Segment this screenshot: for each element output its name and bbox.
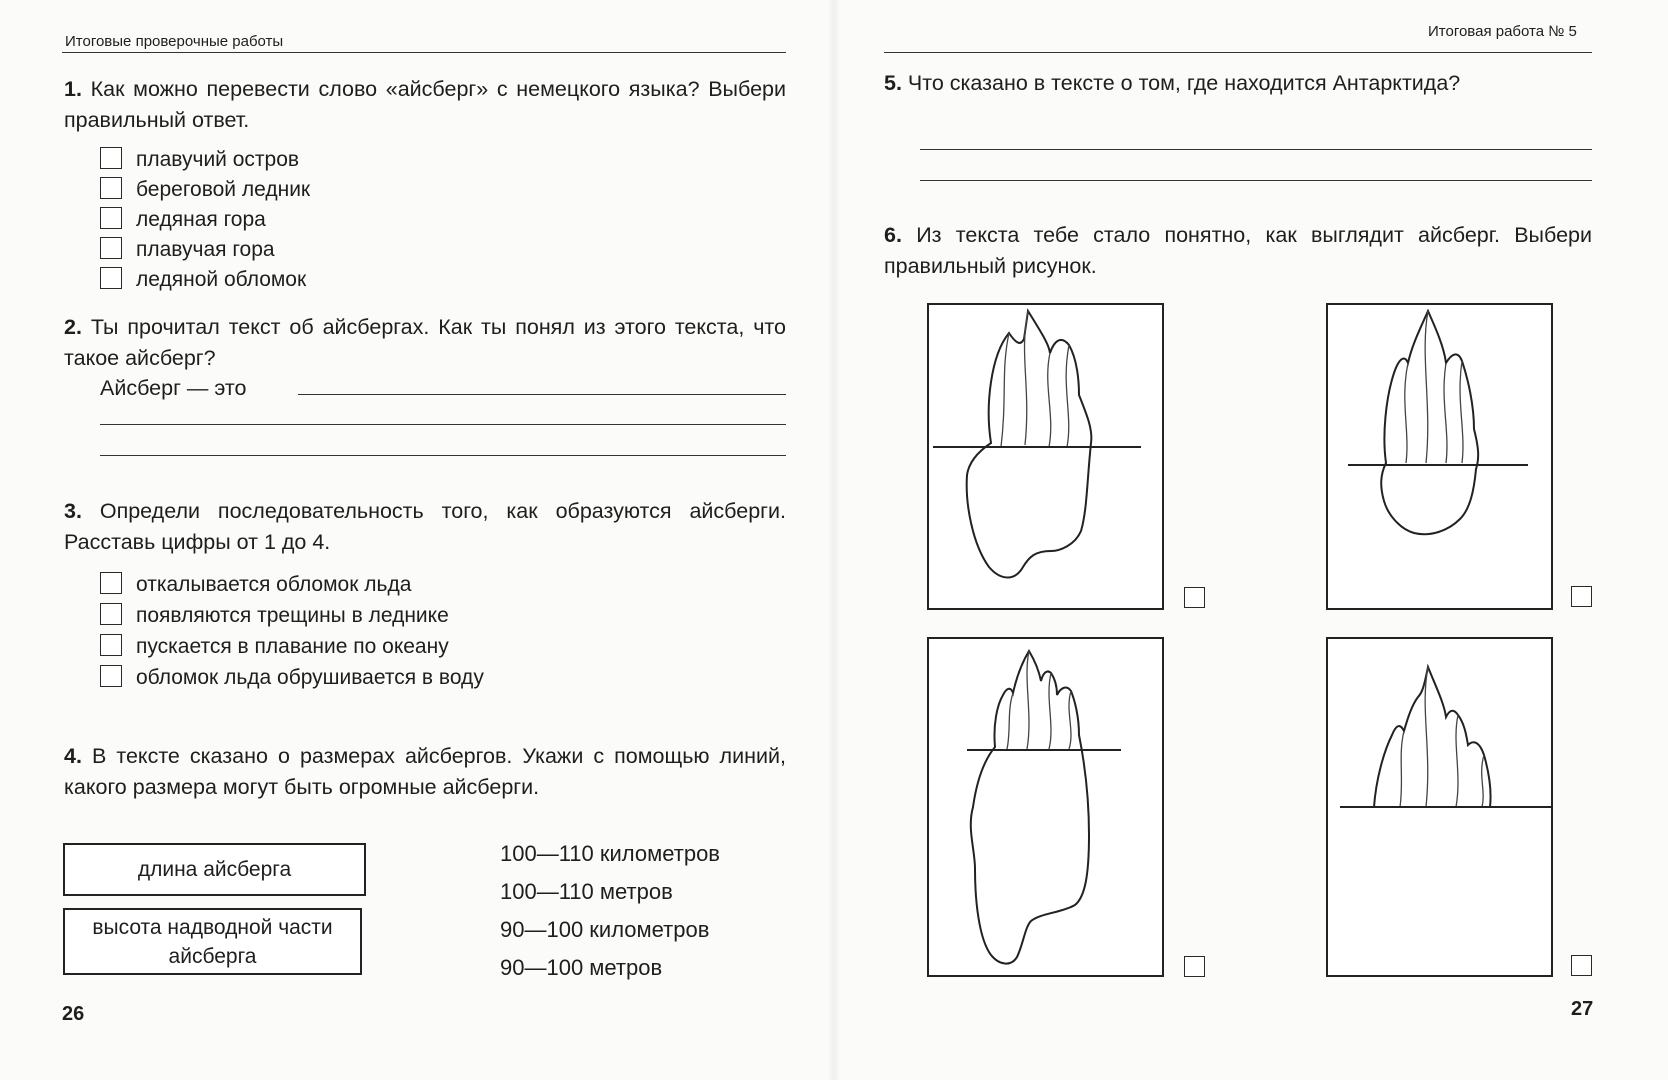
header-rule-left (62, 52, 786, 53)
option-label: ледяной обломок (136, 268, 307, 291)
checkbox[interactable] (100, 267, 122, 289)
question-text: Из текста тебе стало понятно, как выглядит айсберг. Выбери правильный рисунок. (884, 223, 1592, 278)
question-6 (884, 220, 1592, 282)
question-number: 4. (64, 744, 82, 768)
figure-d-checkbox[interactable] (1571, 955, 1592, 976)
q1-option-5[interactable] (100, 266, 306, 294)
answer-line[interactable] (100, 455, 786, 456)
checkbox[interactable] (100, 177, 122, 199)
option-label: плавучий остров (136, 148, 300, 171)
question-3 (64, 496, 786, 558)
question-text: Определи последовательность того, как образуются айсберги. Расставь цифры от 1 до 4. (64, 499, 786, 554)
label-iceberg-length[interactable]: длина айсберга (63, 843, 366, 896)
running-head-left: Итоговые проверочные работы (65, 33, 284, 50)
question-1 (64, 74, 786, 136)
checkbox[interactable] (100, 147, 122, 169)
question-text: Ты прочитал текст об айсбергах. Как ты понял из этого текста, что такое айсберг? (64, 315, 786, 370)
question-number: 6. (884, 223, 902, 247)
q1-option-4[interactable] (100, 236, 275, 264)
option-label: появляются трещины в леднике (136, 604, 449, 627)
question-4 (64, 741, 786, 803)
iceberg-figure-b (1326, 303, 1553, 610)
number-box[interactable] (100, 634, 122, 656)
number-box[interactable] (100, 665, 122, 687)
page-number-right: 27 (1571, 998, 1594, 1020)
page-right (834, 0, 1668, 1080)
q3-option-3[interactable] (100, 633, 449, 661)
number-box[interactable] (100, 603, 122, 625)
iceberg-figure-d (1326, 637, 1553, 977)
iceberg-figure-a (927, 303, 1164, 610)
option-label: ледяная гора (136, 208, 266, 231)
running-head-right: Итоговая работа № 5 (1428, 23, 1577, 40)
answer-line[interactable] (920, 180, 1592, 181)
figure-b-checkbox[interactable] (1571, 586, 1592, 607)
header-rule-right (884, 52, 1592, 53)
answer-line[interactable] (298, 394, 786, 395)
checkbox[interactable] (100, 237, 122, 259)
option-label: откалывается обломок льда (136, 573, 412, 596)
question-number: 1. (64, 77, 82, 101)
question-text: Как можно перевести слово «айсберг» с немецкого языка? Выбери правильный ответ. (64, 77, 786, 132)
size-option-1[interactable]: 100—110 километров (500, 841, 720, 866)
option-label: пускается в плавание по океану (136, 635, 449, 658)
page-number-left: 26 (62, 1003, 85, 1025)
question-number: 2. (64, 315, 82, 339)
iceberg-drawing (929, 305, 1162, 608)
label-iceberg-height[interactable]: высота надводной части айсберга (63, 908, 362, 975)
q3-option-1[interactable] (100, 571, 411, 599)
question-5 (884, 68, 1592, 99)
figure-c-checkbox[interactable] (1184, 956, 1205, 977)
q1-option-1[interactable] (100, 146, 299, 174)
number-box[interactable] (100, 572, 122, 594)
question-number: 5. (884, 71, 902, 95)
question-text: В тексте сказано о размерах айсбергов. Укажи с помощью линий, какого размера могут быть огромные айсберги. (64, 744, 786, 799)
question-2 (64, 312, 786, 374)
checkbox[interactable] (100, 207, 122, 229)
q1-option-2[interactable] (100, 176, 310, 204)
q3-option-4[interactable] (100, 664, 484, 692)
iceberg-figure-c (927, 637, 1164, 977)
q1-option-3[interactable] (100, 206, 266, 234)
size-option-4[interactable]: 90—100 метров (500, 955, 663, 980)
iceberg-drawing (1328, 305, 1551, 608)
figure-a-checkbox[interactable] (1184, 587, 1205, 608)
answer-prefix: Айсберг — это (100, 376, 247, 400)
option-label: обломок льда обрушивается в воду (136, 666, 484, 689)
q3-option-2[interactable] (100, 602, 449, 630)
size-option-2[interactable]: 100—110 метров (500, 879, 673, 904)
option-label: плавучая гора (136, 238, 275, 261)
size-option-3[interactable]: 90—100 километров (500, 917, 710, 942)
answer-line[interactable] (100, 424, 786, 425)
option-label: береговой ледник (136, 178, 311, 201)
question-number: 3. (64, 499, 82, 523)
answer-line[interactable] (920, 149, 1592, 150)
iceberg-drawing (929, 639, 1162, 975)
iceberg-drawing (1328, 639, 1551, 975)
question-text: Что сказано в тексте о том, где находится Антарктида? (907, 71, 1461, 95)
